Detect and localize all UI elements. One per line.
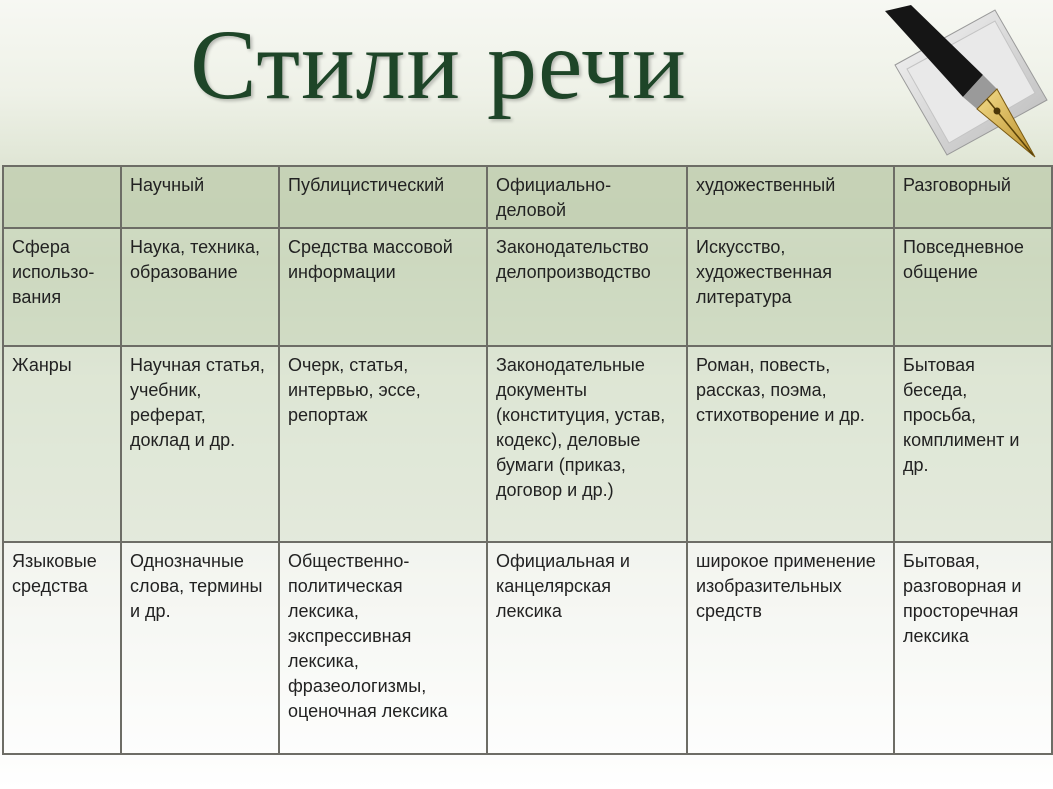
table-row — [3, 542, 1052, 754]
table-cell: Искусство, художественная литература — [687, 228, 894, 346]
row-label: Жанры — [3, 346, 121, 542]
table-cell: Официальная и канцелярская лексика — [487, 542, 687, 754]
table-cell: Однозначные слова, термины и др. — [121, 542, 279, 754]
header-cell-colloquial: Разговорный — [894, 166, 1052, 228]
table-cell: Общественно-политическая лексика, экспрессивная лексика, фразеологизмы, оценочная лексика — [279, 542, 487, 754]
table-cell: Бытовая, разговорная и просторечная лексика — [894, 542, 1052, 754]
table-cell: Бытовая беседа, просьба, комплимент и др. — [894, 346, 1052, 542]
fountain-pen-icon — [885, 5, 1050, 160]
table-cell: Законодательные документы (конституция, устав, кодекс), деловые бумаги (приказ, договор и др.) — [487, 346, 687, 542]
styles-table — [2, 165, 1053, 755]
header-cell-artistic: художественный — [687, 166, 894, 228]
table-cell: Законодательство делопроизводство — [487, 228, 687, 346]
table-row — [3, 346, 1052, 542]
page-title: Стили речи — [190, 9, 687, 120]
header-cell-empty — [3, 166, 121, 228]
table-cell: Наука, техника, образование — [121, 228, 279, 346]
table-cell: широкое применение изобразительных средств — [687, 542, 894, 754]
table-row — [3, 228, 1052, 346]
row-label: Языковые средства — [3, 542, 121, 754]
row-label: Сфера использо-вания — [3, 228, 121, 346]
table-cell: Очерк, статья, интервью, эссе, репортаж — [279, 346, 487, 542]
table-cell: Роман, повесть, рассказ, поэма, стихотворение и др. — [687, 346, 894, 542]
table-cell: Научная статья, учебник, реферат, доклад и др. — [121, 346, 279, 542]
table-header-row — [3, 166, 1052, 228]
table-cell: Средства массовой информации — [279, 228, 487, 346]
table-cell: Повседневное общение — [894, 228, 1052, 346]
header-cell-scientific: Научный — [121, 166, 279, 228]
header-cell-official: Официально-деловой — [487, 166, 687, 228]
header-cell-journalistic: Публицистический — [279, 166, 487, 228]
